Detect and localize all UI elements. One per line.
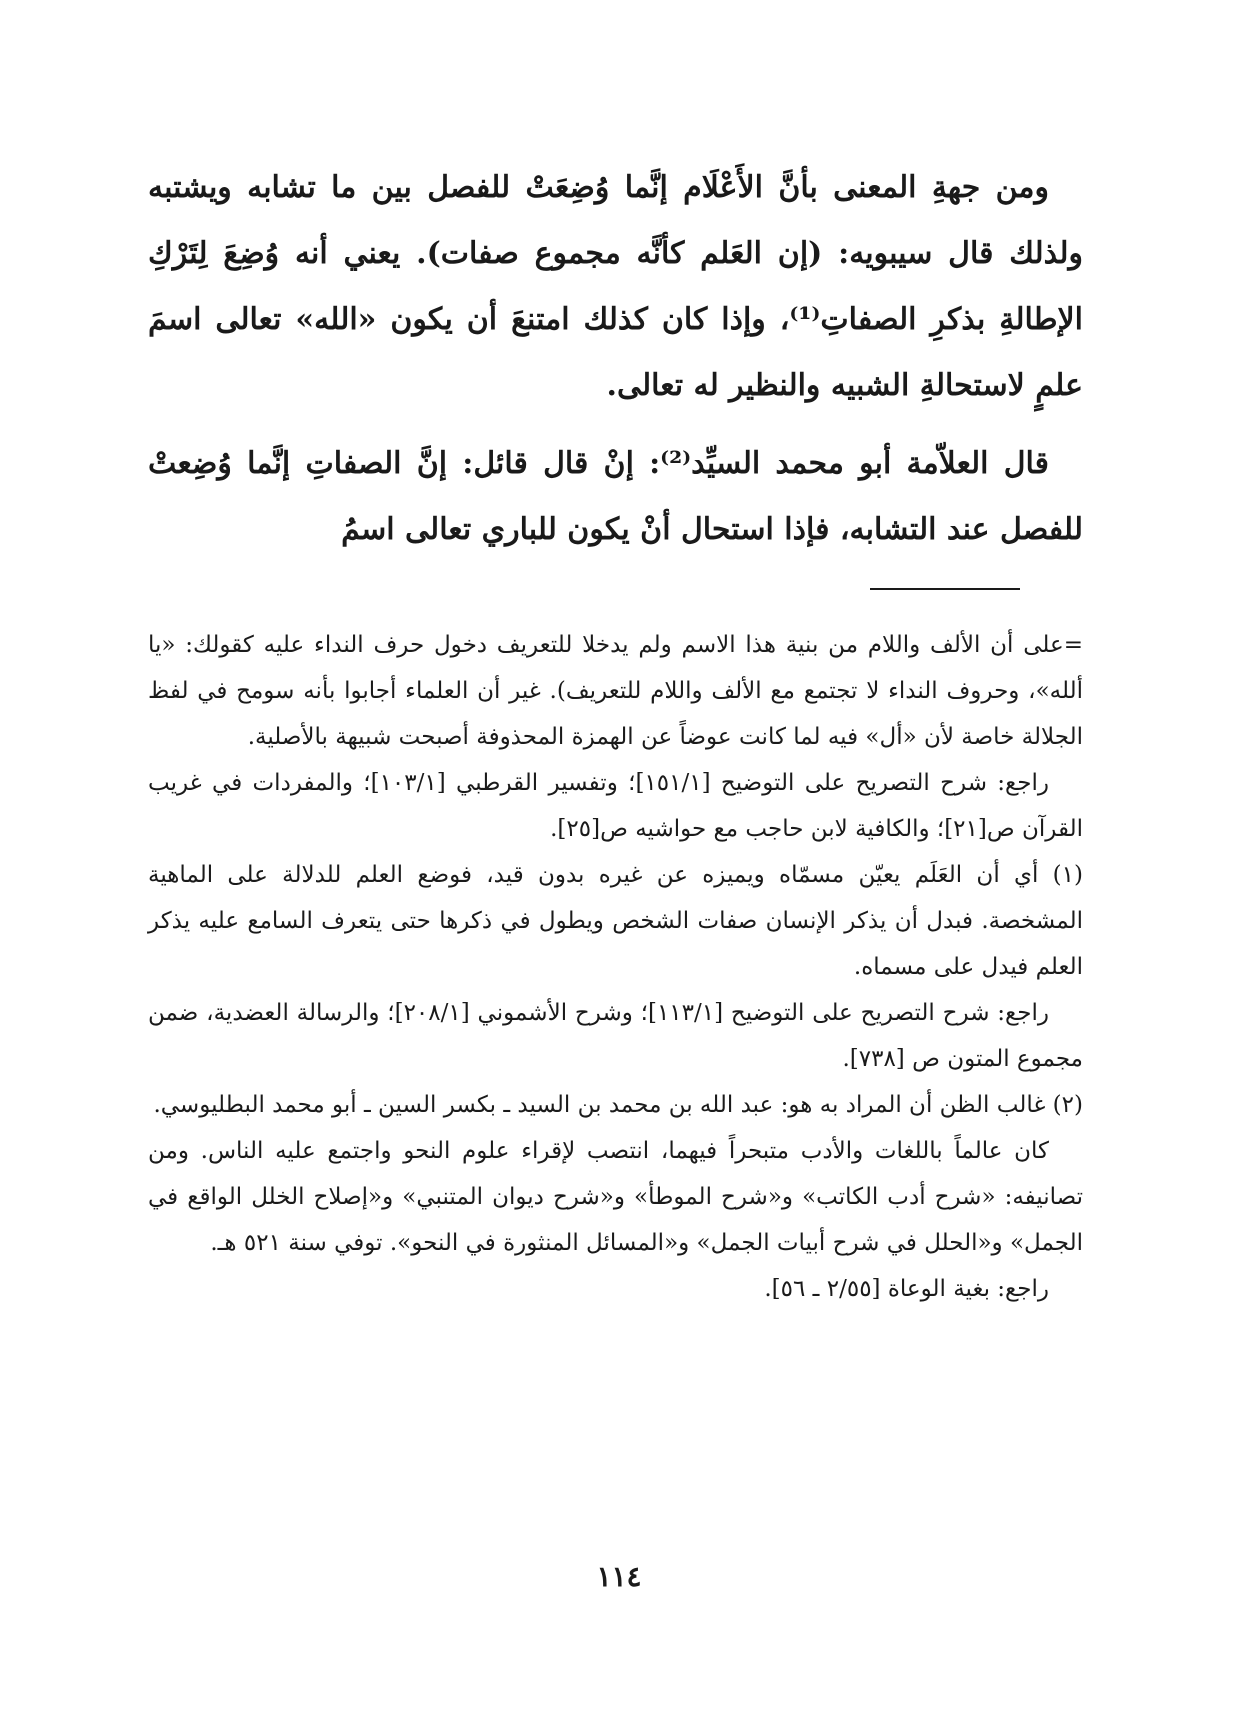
main-text — [148, 155, 1083, 563]
page-number: ١١٤ — [596, 1560, 642, 1593]
footnote-1: (١) أي أن العَلَم يعيّن مسمّاه ويميزه عن غيره بدون قيد، فوضع العلم للدلالة على الماهية المشخصة. فبدل أن يذكر الإنسان صفات الشخص ويطول في ذكرها حتى يتعرف السامع عليه يذكر العلم فيدل على مسماه. — [148, 862, 1083, 980]
footnote-continuation: =على أن الألف واللام من بنية هذا الاسم ولم يدخلا للتعريف دخول حرف النداء عليه كقولك: «يا ألله»، وحروف النداء لا تجتمع مع الألف واللام للتعريف). غير أن العلماء أجابوا بأنه سومح في لفظ الجلالة خاصة لأن «أل» فيه لما كانت عوضاً عن الهمزة المحذوفة أصبحت شبيهة بالأصلية. — [148, 632, 1083, 750]
main-paragraph: قال العلاّمة أبو محمد السيِّد⁽²⁾: إنْ قال قائل: إنَّ الصفاتِ إنَّما وُضِعتْ للفصل عند التشابه، فإذا استحال أنْ يكون للباري تعالى اسمُ — [148, 446, 1083, 547]
footnote-separator — [870, 588, 1020, 590]
footnotes — [148, 622, 1083, 1312]
footnote-2: (٢) غالب الظن أن المراد به هو: عبد الله بن محمد بن السيد ـ بكسر السين ـ أبو محمد البطليوسي. — [153, 1092, 1083, 1118]
footnote-reference: راجع: شرح التصريح على التوضيح [١٥١/١]؛ وتفسير القرطبي [١٠٣/١]؛ والمفردات في غريب القرآن ص[٢١]؛ والكافية لابن حاجب مع حواشيه ص[٢٥]. — [148, 770, 1083, 842]
footnote-reference: راجع: شرح التصريح على التوضيح [١١٣/١]؛ وشرح الأشموني [٢٠٨/١]؛ والرسالة العضدية، ضمن مجموع المتون ص [٧٣٨]. — [148, 1000, 1083, 1072]
main-paragraph: ومن جهةِ المعنى بأنَّ الأَعْلَام إنَّما وُضِعَتْ للفصل بين ما تشابه ويشتبه ولذلك قال سيبويه: (إن العَلم كأنَّه مجموع صفات). يعني أنه وُضِعَ لِتَرْكِ الإطالةِ بذكرِ الصفاتِ⁽¹⁾، وإذا كان كذلك امتنعَ أن يكون «الله» تعالى اسمَ علمٍ لاستحالةِ الشبيه والنظير له تعالى. — [148, 170, 1083, 403]
footnote-biography: كان عالماً باللغات والأدب متبحراً فيهما، انتصب لإقراء علوم النحو واجتمع عليه الناس. ومن تصانيفه: «شرح أدب الكاتب» و«شرح الموطأ» و«شرح ديوان المتنبي» و«إصلاح الخلل الواقع في الجمل» و«الحلل في شرح أبيات الجمل» و«المسائل المنثورة في النحو». توفي سنة ٥٢١ هـ. — [148, 1138, 1083, 1256]
footnote-reference: راجع: بغية الوعاة [٢/٥٥ ـ ٥٦]. — [764, 1276, 1049, 1302]
